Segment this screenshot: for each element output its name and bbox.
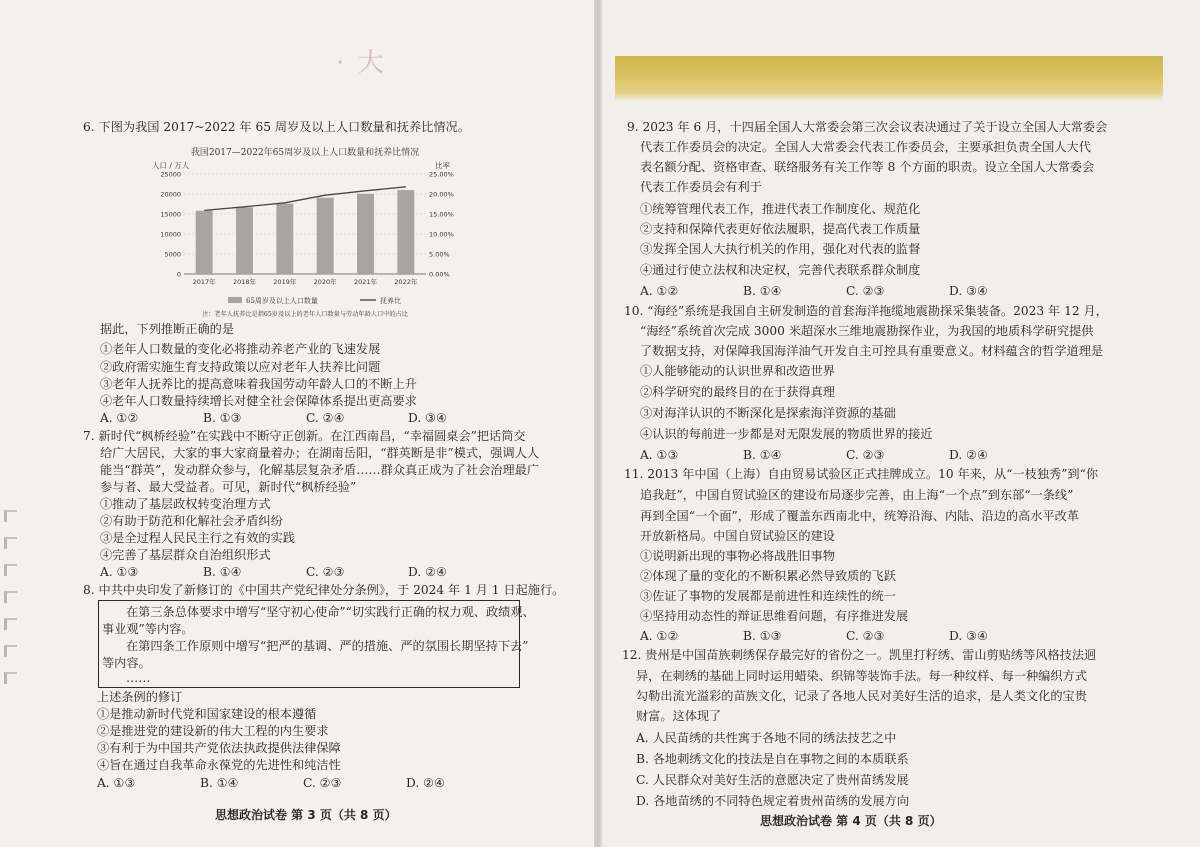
q6-opt-4: ④老年人口数量持续增长对健全社会保障体系提出更高要求 (100, 394, 417, 408)
q11-choice-b: B. ①③ (743, 629, 782, 643)
y2-tick-label: 0.00% (429, 270, 450, 279)
y-tick-label: 10000 (160, 230, 181, 239)
x-tick-label: 2020年 (313, 278, 337, 286)
q8-opt-4: ④旨在通过自我革命永葆党的先进性和纯洁性 (97, 758, 341, 772)
q10-choice-d: D. ②④ (949, 448, 988, 462)
q7-line-3: 能当“群英”，发动群众参与，化解基层复杂矛盾……群众真正成为了社会治理最广 (100, 463, 540, 477)
q9-opt-4: ④通过行使立法权和决定权，完善代表联系群众制度 (640, 263, 921, 277)
q7-opt-3: ③是全过程人民民主行之有效的实践 (100, 531, 295, 545)
y2-tick-label: 20.00% (429, 190, 454, 199)
chart-title: 我国2017—2022年65周岁及以上人口数量和抚养比情况 (190, 148, 420, 158)
q6-after: 据此，下列推断正确的是 (100, 322, 235, 336)
q8-choice-a: A. ①③ (97, 776, 136, 790)
x-tick-label: 2018年 (232, 278, 257, 286)
x-tick-label: 2022年 (394, 278, 418, 286)
q8-box-line-5: …… (126, 671, 151, 685)
q9-line-2: 代表工作委员会的决定。全国人大常委会代表工作委员会，主要承担负责全国人大代 (640, 140, 1091, 154)
q6-opt-1: ①老年人口数量的变化必将推动养老产业的飞速发展 (100, 342, 381, 356)
q10-choice-b: B. ①④ (743, 448, 782, 462)
q7-opt-1: ①推动了基层政权转变治理方式 (100, 497, 271, 511)
q7-choice-b: B. ①④ (203, 565, 242, 579)
q10-line-3: 了数据支持，对保障我国海洋油气开发自主可控具有重要意义。材料蕴含的哲学道理是 (640, 344, 1104, 358)
y-tick-label: 25000 (160, 170, 181, 179)
q12-opt-a: A. 人民苗绣的共性寓于各地不同的绣法技艺之中 (636, 731, 897, 745)
q12-line-1: 12. 贵州是中国苗族刺绣保存最完好的省份之一。凯里打籽绣、雷山剪贴绣等风格技法迥 (622, 648, 1097, 662)
q6-choice-a: A. ①② (100, 411, 139, 425)
y-tick-label: 15000 (160, 210, 181, 219)
q10-opt-1: ①人能够能动的认识世界和改造世界 (640, 364, 835, 378)
y2-tick-label: 25.00% (429, 170, 454, 179)
q8-opt-1: ①是推动新时代党和国家建设的根本遵循 (97, 707, 317, 721)
q9-opt-3: ③发挥全国人大执行机关的作用，强化对代表的监督 (640, 242, 921, 256)
q9-choice-c: C. ②③ (846, 284, 885, 298)
dependency-ratio-line (204, 187, 406, 211)
q12-opt-b: B. 各地刺绣文化的技法是自在事物之间的本质联系 (636, 752, 909, 766)
y-tick-label: 5000 (164, 250, 181, 259)
q8-after: 上述条例的修订 (97, 690, 183, 704)
population-bar (317, 198, 334, 274)
q9-choice-a: A. ①② (640, 284, 679, 298)
q11-choice-a: A. ①② (640, 629, 679, 643)
q6-opt-2: ②政府需实施生育支持政策以应对老年人扶养比问题 (100, 360, 381, 374)
q11-line-2: 追我赶”，中国自贸试验区的建设布局逐步完善，由上海“一个点”到东部“一条线” (640, 488, 1074, 502)
page-gutter (594, 0, 602, 847)
population-bar (357, 194, 374, 274)
q11-opt-4: ④坚持用动态性的辩证思维看问题，有序推进发展 (640, 609, 909, 623)
q7-line-4: 参与者、最大受益者。可见，新时代“枫桥经验” (100, 480, 357, 494)
q7-choice-c: C. ②③ (306, 565, 345, 579)
population-chart (150, 142, 460, 322)
q9-opt-1: ①统筹管理代表工作，推进代表工作制度化、规范化 (640, 202, 921, 216)
q7-choice-a: A. ①③ (100, 565, 139, 579)
q7-opt-2: ②有助于防范和化解社会矛盾纠纷 (100, 514, 283, 528)
q11-opt-2: ②体现了量的变化的不断积累必然导致质的飞跃 (640, 569, 896, 583)
y-tick-label: 0 (176, 270, 181, 279)
population-bar (397, 190, 414, 274)
q8-choice-c: C. ②③ (303, 776, 342, 790)
q10-choice-a: A. ①③ (640, 448, 679, 462)
q8-box-line-3: 在第四条工作原则中增写“把严的基调、严的措施、严的氛围长期坚持下去” (126, 639, 529, 653)
legend-line-label: 抚养比 (380, 297, 401, 305)
q10-line-2: “海经”系统首次完成 3000 米超深水三维地震勘探作业，为我国的地质科学研究提供 (640, 324, 1094, 338)
q10-opt-2: ②科学研究的最终目的在于获得真理 (640, 385, 835, 399)
q11-choice-c: C. ②③ (846, 629, 885, 643)
q12-line-4: 财富。这体现了 (636, 709, 722, 723)
y-tick-label: 20000 (160, 190, 181, 199)
q11-line-1: 11. 2013 年中国（上海）自由贸易试验区正式挂牌成立。10 年来，从“一枝独秀”到“你 (624, 467, 1099, 481)
population-bar (236, 207, 253, 274)
q9-line-3: 表名额分配、资格审查、联络服务有关工作等 8 个方面的职责。设立全国人大常委会 (640, 160, 1095, 174)
q6-stem: 6. 下图为我国 2017~2022 年 65 周岁及以上人口数量和抚养比情况。 (83, 120, 470, 134)
q6-choice-b: B. ①③ (203, 411, 242, 425)
q11-opt-3: ③佐证了事物的发展都是前进性和连续性的统一 (640, 589, 896, 603)
q8-box-line-1: 在第三条总体要求中增写“坚守初心使命”“切实践行正确的权力观、政绩观、 (126, 605, 535, 619)
yellow-tape-strip (615, 56, 1163, 102)
q8-opt-3: ③有利于为中国共产党依法执政提供法律保障 (97, 741, 341, 755)
legend-bar-swatch (228, 297, 242, 303)
y2-tick-label: 5.00% (429, 250, 450, 259)
q11-choice-d: D. ③④ (949, 629, 988, 643)
y2-tick-label: 10.00% (429, 230, 454, 239)
q7-line-1: 7. 新时代“枫桥经验”在实践中不断守正创新。在江西南昌，“幸福圆桌会”把话筒交 (83, 429, 526, 443)
chart-y2label: 比率 (435, 161, 450, 170)
q8-stem: 8. 中共中央印发了新修订的《中国共产党纪律处分条例》，于 2024 年 1 月 1 日起施行。 (83, 583, 565, 597)
q12-line-2: 异，在刺绣的基础上同时运用蜡染、织锦等装饰手法。每一种纹样、每一种编织方式 (636, 669, 1087, 683)
q11-line-3: 再到全国“一个面”，形成了覆盖东西南北中，统筹沿海、内陆、沿边的高水平改革 (640, 509, 1080, 523)
q12-opt-c: C. 人民群众对美好生活的意愿决定了贵州苗绣发展 (636, 773, 909, 787)
binding-marks (4, 510, 18, 699)
q6-opt-3: ③老年人抚养比的提高意味着我国劳动年龄人口的不断上升 (100, 377, 417, 391)
chart-note: 注：老年人抚养比是指65岁及以上的老年人口数量与劳动年龄人口中的占比 (202, 311, 408, 318)
chart-svg (150, 142, 460, 322)
q12-opt-d: D. 各地苗绣的不同特色规定着贵州苗绣的发展方向 (636, 794, 910, 808)
x-tick-label: 2017年 (192, 278, 216, 286)
q6-choice-d: D. ③④ (408, 411, 447, 425)
population-bar (276, 204, 293, 274)
q11-opt-1: ①说明新出现的事物必将战胜旧事物 (640, 549, 835, 563)
population-bar (196, 211, 213, 274)
faded-red-stamp: · 大 (336, 48, 386, 78)
q12-line-3: 勾勒出流光溢彩的苗族文化，记录了各地人民对美好生活的追求，是人类文化的宝贵 (636, 689, 1087, 703)
q9-choice-d: D. ③④ (949, 284, 988, 298)
x-tick-label: 2019年 (273, 278, 297, 286)
q9-line-1: 9. 2023 年 6 月，十四届全国人大常委会第三次会议表决通过了关于设立全国人大常委会 (627, 120, 1108, 134)
q8-box-line-2: 事业观”等内容。 (102, 622, 194, 636)
q11-line-4: 开放新格局。中国自贸试验区的建设 (640, 529, 835, 543)
q9-line-4: 代表工作委员会有利于 (640, 180, 762, 194)
q8-box-line-4: 等内容。 (102, 656, 151, 670)
x-tick-label: 2021年 (353, 278, 378, 286)
y2-tick-label: 15.00% (429, 210, 454, 219)
q10-opt-3: ③对海洋认识的不断深化是探索海洋资源的基础 (640, 406, 896, 420)
q6-choice-c: C. ②④ (306, 411, 345, 425)
right-page-footer: 思想政治试卷 第 4 页（共 8 页） (760, 814, 942, 828)
q9-choice-b: B. ①④ (743, 284, 782, 298)
q10-choice-c: C. ②③ (846, 448, 885, 462)
q10-opt-4: ④认识的每前进一步都是对无限发展的物质世界的接近 (640, 427, 933, 441)
q8-choice-b: B. ①④ (200, 776, 239, 790)
q10-line-1: 10. “海经”系统是我国自主研发制造的首套海洋拖缆地震勘探采集装备。2023 年 12 月， (624, 304, 1108, 318)
q9-opt-2: ②支持和保障代表更好依法履职，提高代表工作质量 (640, 222, 921, 236)
legend-bar-label: 65周岁及以上人口数量 (246, 297, 318, 305)
q8-opt-2: ②是推进党的建设新的伟大工程的内生要求 (97, 724, 329, 738)
left-page-footer: 思想政治试卷 第 3 页（共 8 页） (215, 808, 397, 822)
q7-choice-d: D. ②④ (408, 565, 447, 579)
chart-ylabel: 人口 / 万人 (152, 161, 190, 170)
q7-opt-4: ④完善了基层群众自治组织形式 (100, 548, 271, 562)
q7-line-2: 给广大居民，大家的事大家商量着办；在湖南岳阳，“群英断是非”模式，强调人人 (100, 446, 540, 460)
q8-choice-d: D. ②④ (406, 776, 445, 790)
